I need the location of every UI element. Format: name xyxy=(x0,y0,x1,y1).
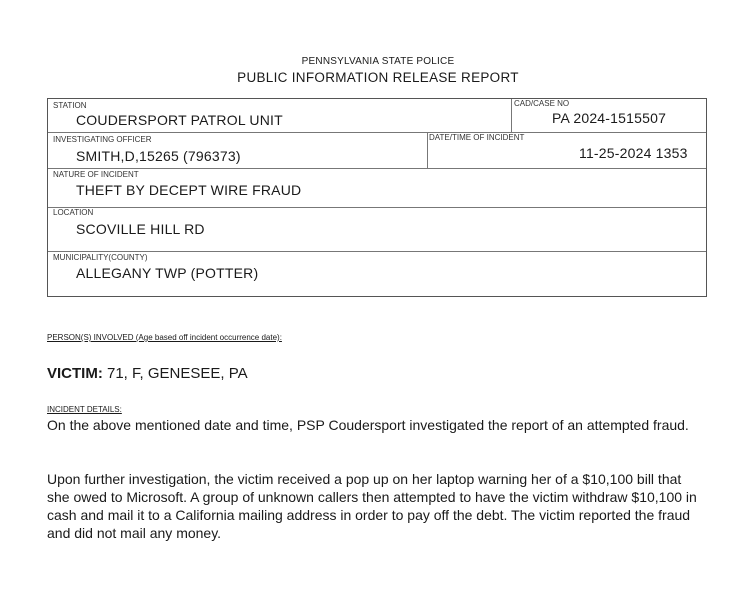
row-divider xyxy=(48,168,706,169)
officer-label: INVESTIGATING OFFICER xyxy=(53,135,152,144)
incident-paragraph-2: Upon further investigation, the victim received a pop up on her laptop warning her of a $10,100 bill that she owed to Microsoft. A group of unknown callers then attempted to have the victim withdraw $10,100 in cash and mail it to a California mailing address in order to pay off the debt. The victim reported the fraud and did not mail any money. xyxy=(47,471,697,541)
victim-label: VICTIM: xyxy=(47,365,103,382)
column-divider xyxy=(427,132,428,168)
row-divider xyxy=(48,251,706,252)
row-divider xyxy=(48,207,706,208)
location-value: SCOVILLE HILL RD xyxy=(76,221,205,237)
municipality-label: MUNICIPALITY(COUNTY) xyxy=(53,253,148,262)
report-title: PUBLIC INFORMATION RELEASE REPORT xyxy=(237,70,519,85)
incident-details-heading: INCIDENT DETAILS: xyxy=(47,405,122,414)
incident-form xyxy=(47,98,707,297)
persons-involved-heading: PERSON(S) INVOLVED (Age based off incident occurrence date): xyxy=(47,333,282,342)
datetime-value: 11-25-2024 1353 xyxy=(579,145,688,161)
station-label: STATION xyxy=(53,101,87,110)
nature-label: NATURE OF INCIDENT xyxy=(53,170,139,179)
incident-paragraph-1: On the above mentioned date and time, PSP Coudersport investigated the report of an attempted fraud. xyxy=(47,417,689,433)
victim-value: 71, F, GENESEE, PA xyxy=(102,365,248,382)
row-divider xyxy=(48,132,706,133)
datetime-label: DATE/TIME OF INCIDENT xyxy=(429,133,525,142)
case-number-value: PA 2024-1515507 xyxy=(552,110,667,126)
column-divider xyxy=(511,99,512,132)
nature-value: THEFT BY DECEPT WIRE FRAUD xyxy=(76,182,302,198)
case-number-label: CAD/CASE NO xyxy=(514,99,570,108)
location-label: LOCATION xyxy=(53,208,94,217)
station-value: COUDERSPORT PATROL UNIT xyxy=(76,112,283,128)
victim-line xyxy=(47,365,248,382)
officer-value: SMITH,D,15265 (796373) xyxy=(76,148,241,164)
municipality-value: ALLEGANY TWP (POTTER) xyxy=(76,265,259,281)
report-agency: PENNSYLVANIA STATE POLICE xyxy=(301,56,455,67)
